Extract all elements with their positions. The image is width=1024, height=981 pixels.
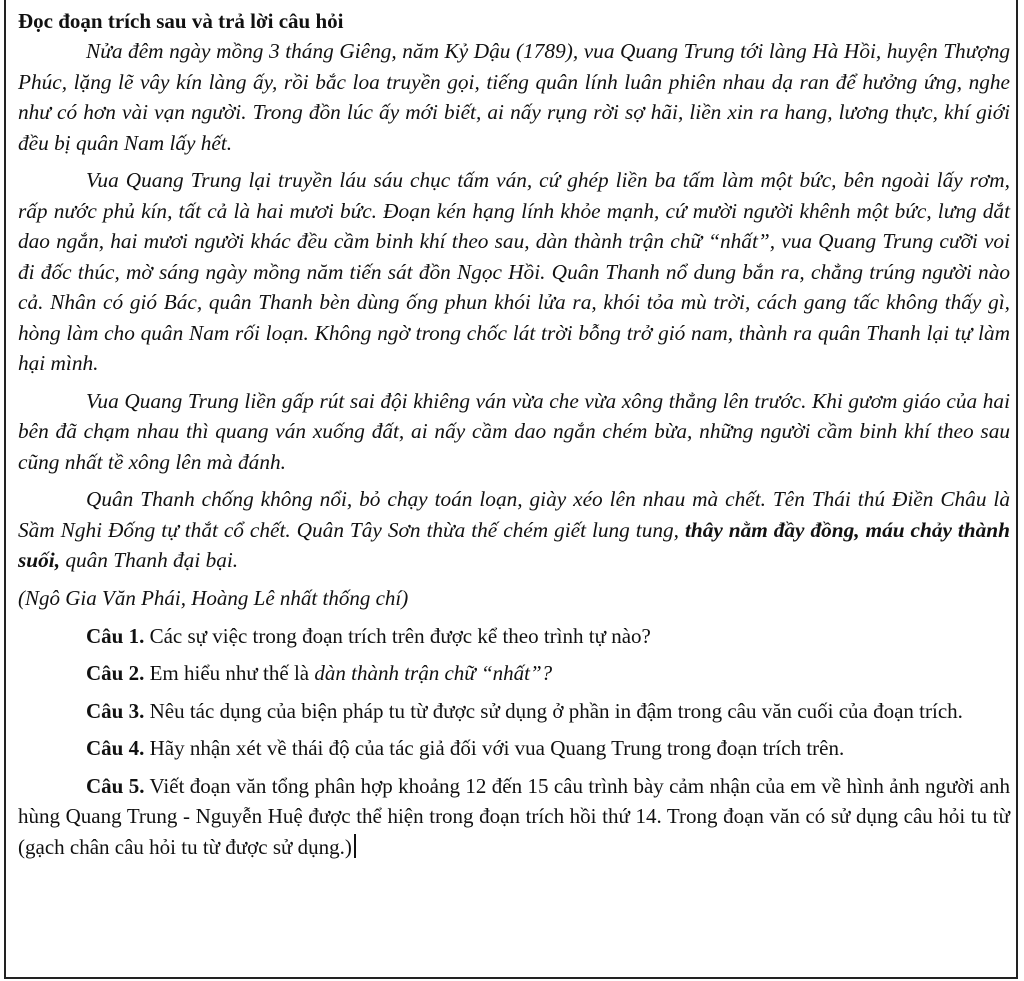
question-4-label: Câu 4.	[86, 736, 145, 760]
question-2-italic: dàn thành trận chữ “nhất”?	[314, 661, 553, 685]
question-3-text: Nêu tác dụng của biện pháp tu từ được sử dụng ở phần in đậm trong câu văn cuối của đoạn trích.	[144, 698, 963, 723]
question-2-label: Câu 2.	[86, 661, 145, 685]
question-4	[18, 733, 1010, 764]
question-5-label: Câu 5.	[86, 773, 145, 798]
passage-paragraph-4-end: quân Thanh đại bại.	[60, 548, 239, 572]
question-1-text: Các sự việc trong đoạn trích trên được kể theo trình tự nào?	[144, 623, 651, 648]
passage-paragraph-4	[18, 484, 1010, 576]
excerpt-passage	[18, 36, 1010, 576]
question-3-label: Câu 3.	[86, 698, 145, 723]
document-content	[18, 6, 1010, 869]
question-5-text: Viết đoạn văn tổng phân hợp khoảng 12 đến 15 câu trình bày cảm nhận của em về hình ảnh người anh hùng Quang Trung - Nguyễn Huệ được thể hiện trong đoạn trích hồi thứ 14. Trong đoạn văn có sử dụng câu hỏi tu từ (gạch chân câu hỏi tu từ được sử dụng.)	[18, 773, 1010, 859]
passage-paragraph-1: Nửa đêm ngày mồng 3 tháng Giêng, năm Kỷ Dậu (1789), vua Quang Trung tới làng Hà Hồi, huyện Thượng Phúc, lặng lẽ vây kín làng ấy, rồi bắc loa truyền gọi, tiếng quân lính luân phiên nhau dạ ran để hưởng ứng, nghe như có hơn vài vạn người. Trong đồn lúc ấy mới biết, ai nấy rụng rời sợ hãi, liền xin ra hang, lương thực, khí giới đều bị quân Nam lấy hết.	[18, 39, 1010, 155]
passage-paragraph-3: Vua Quang Trung liền gấp rút sai đội khiêng ván vừa che vừa xông thẳng lên trước. Khi gươm giáo của hai bên đã chạm nhau thì quang ván xuống đất, ai nấy cầm dao ngắn chém bừa, những người cầm binh khí theo sau cũng nhất tề xông lên mà đánh.	[18, 388, 1010, 474]
passage-paragraph-2: Vua Quang Trung lại truyền láu sáu chục tấm ván, cứ ghép liền ba tấm làm một bức, bên ngoài lấy rơm, rấp nước phủ kín, tất cả là hai mươi bức. Đoạn kén hạng lính khỏe mạnh, cứ mười người khênh một bức, lưng dắt dao ngắn, hai mươi người khác đều cầm binh khí theo sau, dàn thành trận chữ “nhất”, vua Quang Trung cưỡi voi đi đốc thúc, mờ sáng ngày mồng năm tiến sát đồn Ngọc Hồi. Quân Thanh nổ dung bắn ra, chẳng trúng người nào cả. Nhân có gió Bác, quân Thanh bèn dùng ống phun khói lửa ra, khói tỏa mù trời, cách gang tấc không thấy gì, hòng làm cho quân Nam rối loạn. Không ngờ trong chốc lát trời bỗng trở gió nam, thành ra quân Thanh lại tự làm hại mình.	[18, 168, 1010, 375]
source-citation: (Ngô Gia Văn Phái, Hoàng Lê nhất thống chí)	[18, 585, 409, 610]
question-1-label: Câu 1.	[86, 623, 145, 648]
instruction-heading: Đọc đoạn trích sau và trả lời câu hỏi	[18, 9, 344, 33]
question-5	[18, 771, 1010, 863]
question-2-text: Em hiểu như thế là	[144, 661, 315, 685]
question-2	[18, 658, 1010, 689]
passage-paragraph-4-start: Quân Thanh chống không nổi, bỏ chạy toán loạn, giày xéo lên nhau mà chết. Tên Thái thú Điền Châu là Sầm Nghi Đống tự thắt cổ chết. Quân Tây Sơn thừa thế chém giết lung tung,	[18, 487, 1010, 542]
bold-phrase: thây nằm đầy đồng, máu chảy thành suối,	[18, 517, 1010, 572]
text-cursor[interactable]	[354, 834, 356, 858]
question-1	[18, 621, 1010, 652]
question-4-text: Hãy nhận xét về thái độ của tác giả đối với vua Quang Trung trong đoạn trích trên.	[144, 736, 845, 760]
question-3	[18, 696, 1010, 727]
